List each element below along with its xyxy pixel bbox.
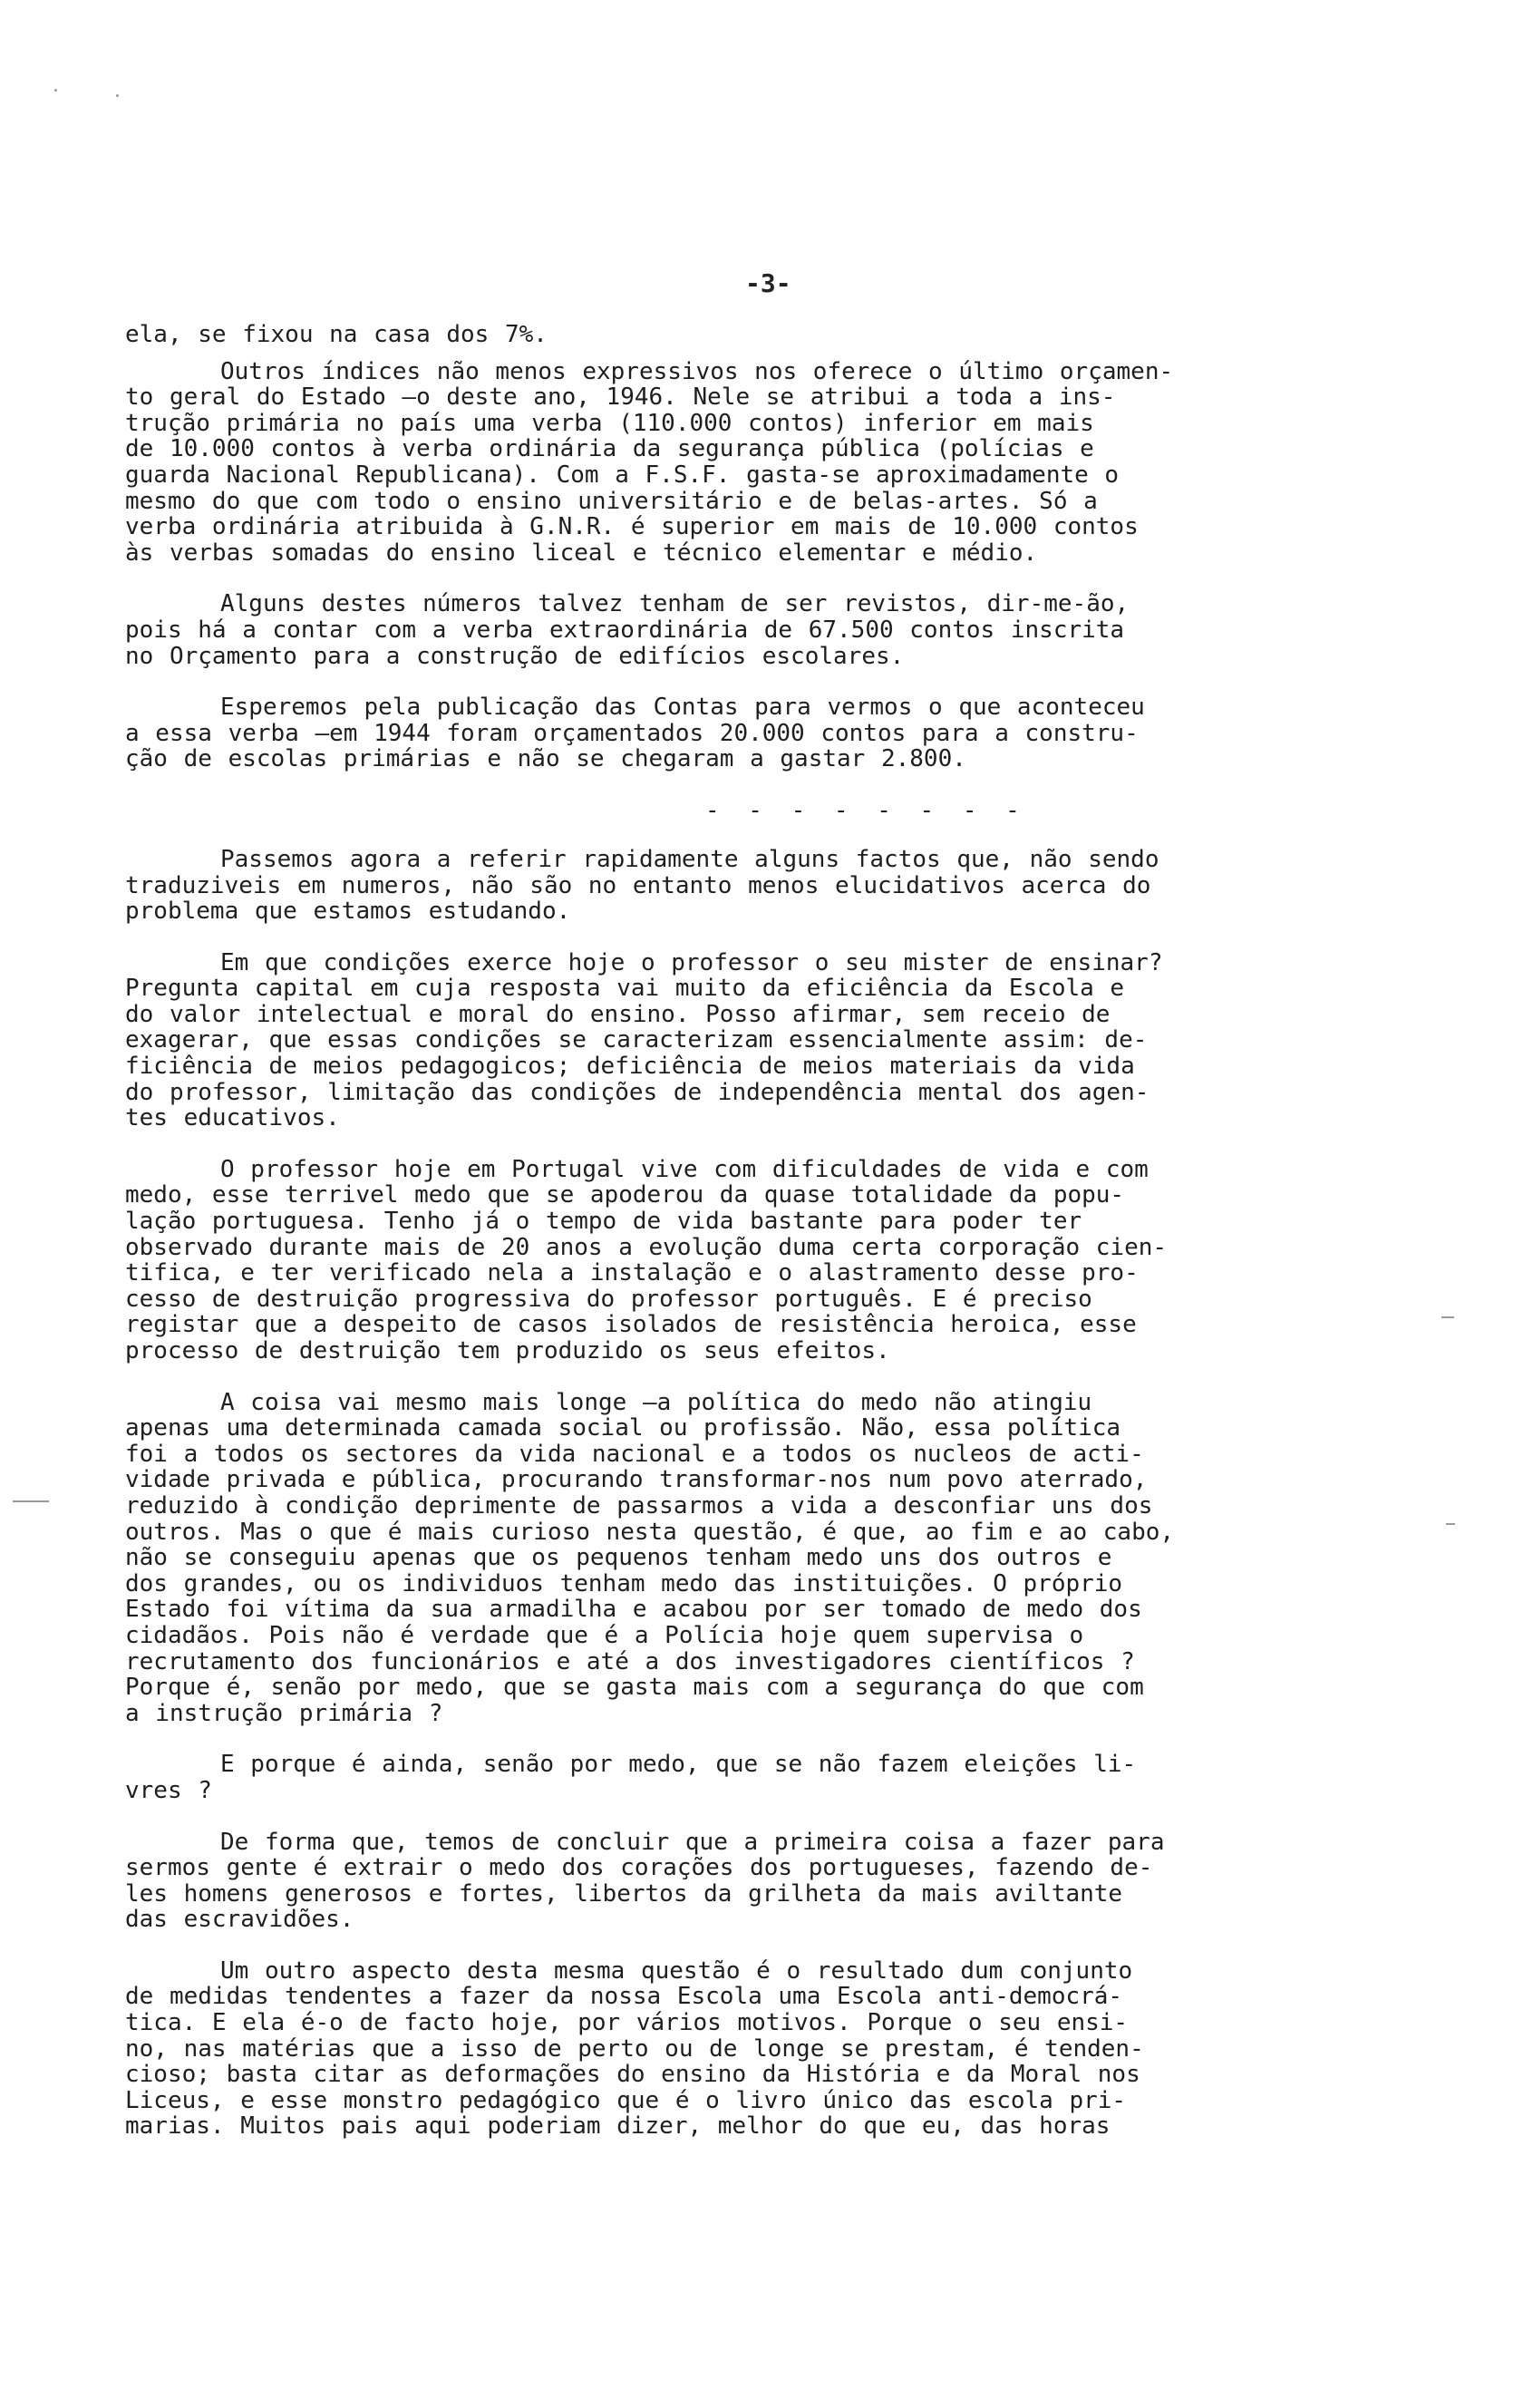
- text-line: vidade privada e pública, procurando transformar-nos num povo aterrado,: [125, 1466, 1148, 1494]
- text-line: ficiência de meios pedagogicos; deficiência de meios materiais da vida: [125, 1053, 1135, 1081]
- section-separator: - - - - - - - -: [705, 796, 1027, 824]
- text-line: de 10.000 contos à verba ordinária da segurança pública (polícias e: [125, 435, 1094, 463]
- paragraph-conclusion: [125, 1830, 1431, 1933]
- text-line: mesmo do que com todo o ensino universitário e de belas-artes. Só a: [125, 487, 1098, 515]
- text-line: Passemos agora a referir rapidamente alguns factos que, não sendo: [220, 845, 1159, 873]
- scan-mark: [1446, 1523, 1455, 1525]
- text-line: Outros índices não menos expressivos nos oferece o último orçamen-: [220, 357, 1174, 385]
- text-line: a essa verba —em 1944 foram orçamentados 20.000 contos para a constru-: [125, 719, 1139, 747]
- text-line: registar que a despeito de casos isolados de resistência heroica, esse: [125, 1311, 1137, 1339]
- text-line: Um outro aspecto desta mesma questão é o resultado dum conjunto: [220, 1956, 1133, 1985]
- text-line: lação portuguesa. Tenho já o tempo de vida bastante para poder ter: [125, 1208, 1082, 1236]
- text-line: das escravidões.: [125, 1906, 354, 1934]
- paragraph-budget-indices: [125, 359, 1431, 567]
- text-line: Pregunta capital em cuja resposta vai muito da eficiência da Escola e: [125, 975, 1125, 1003]
- paragraph-anti-democratic-school: [125, 1958, 1431, 2140]
- text-line: medo, esse terrivel medo que se apoderou da quase totalidade da popu-: [125, 1181, 1125, 1209]
- text-line: ela, se fixou na casa dos 7%.: [125, 321, 548, 348]
- text-line: cioso; basta citar as deformações do ensino da História e da Moral nos: [125, 2061, 1140, 2089]
- page-number: -3-: [745, 268, 791, 298]
- text-line: não se conseguiu apenas que os pequenos tenham medo uns dos outros e: [125, 1544, 1112, 1572]
- paragraph-fear: [125, 1157, 1431, 1364]
- text-line: verba ordinária atribuida à G.N.R. é superior em mais de 10.000 contos: [125, 513, 1139, 541]
- text-line: guarda Nacional Republicana). Com a F.S.F. gasta-se aproximadamente o: [125, 461, 1120, 489]
- text-line: no, nas matérias que a isso de perto ou de longe se prestam, é tenden-: [125, 2034, 1144, 2063]
- document-body: [125, 322, 1431, 2165]
- paragraph-politics-of-fear: [125, 1390, 1431, 1727]
- text-line: De forma que, temos de concluir que a primeira coisa a fazer para: [220, 1828, 1165, 1856]
- text-line: trução primária no país uma verba (110.000 contos) inferior em mais: [125, 409, 1094, 437]
- text-line: cesso de destruição progressiva do professor português. E é preciso: [125, 1285, 1092, 1313]
- text-line: Alguns destes números talvez tenham de ser revistos, dir-me-ão,: [220, 590, 1130, 618]
- text-line: to geral do Estado —o deste ano, 1946. Nele se atribui a toda a ins-: [125, 384, 1116, 412]
- text-line: reduzido à condição deprimente de passarmos a vida a desconfiar uns dos: [125, 1491, 1153, 1520]
- text-line: Porque é, senão por medo, que se gasta mais com a segurança do que com: [125, 1674, 1144, 1702]
- text-line: A coisa vai mesmo mais longe —a política do medo não atingiu: [220, 1388, 1092, 1416]
- text-line: problema que estamos estudando.: [125, 898, 571, 926]
- text-line: E porque é ainda, senão por medo, que se não fazem eleições li-: [220, 1751, 1137, 1779]
- paragraph-elections: [125, 1752, 1431, 1803]
- text-line: às verbas somadas do ensino liceal e técnico elementar e médio.: [125, 539, 1038, 567]
- text-line: no Orçamento para a construção de edifícios escolares.: [125, 642, 905, 670]
- text-line: tica. E ela é-o de facto hoje, por vários motivos. Porque o seu ensi-: [125, 2009, 1129, 2037]
- text-line: sermos gente é extrair o medo dos corações dos portugueses, fazendo de-: [125, 1854, 1153, 1882]
- paragraph-accounts: [125, 694, 1431, 772]
- text-line: ção de escolas primárias e não se chegaram a gastar 2.800.: [125, 745, 966, 773]
- text-line: Em que condições exerce hoje o professor o seu mister de ensinar?: [220, 948, 1163, 976]
- text-line: dos grandes, ou os individuos tenham medo das instituições. O próprio: [125, 1569, 1123, 1597]
- text-line: Esperemos pela publicação das Contas para vermos o que aconteceu: [220, 694, 1145, 722]
- text-line: O professor hoje em Portugal vive com dificuldades de vida e com: [220, 1155, 1149, 1183]
- scan-mark: [1441, 1316, 1454, 1318]
- text-line: les homens generosos e fortes, libertos da grilheta da mais aviltante: [125, 1879, 1123, 1908]
- scan-speck: [116, 94, 119, 97]
- paragraph-continuation: [125, 322, 1431, 348]
- text-line: do professor, limitação das condições de independência mental dos agen-: [125, 1078, 1150, 1106]
- text-line: tes educativos.: [125, 1104, 340, 1132]
- text-line: cidadãos. Pois não é verdade que é a Polícia hoje quem supervisa o: [125, 1621, 1084, 1649]
- text-line: do valor intelectual e moral do ensino. Posso afirmar, sem receio de: [125, 1000, 1111, 1028]
- text-line: Estado foi vítima da sua armadilha e acabou por ser tomado de medo dos: [125, 1596, 1142, 1624]
- text-line: exagerar, que essas condições se caracterizam essencialmente assim: de-: [125, 1026, 1148, 1054]
- text-line: observado durante mais de 20 anos a evolução duma certa corporação cien-: [125, 1233, 1168, 1261]
- paragraph-teacher-conditions: [125, 950, 1431, 1131]
- text-line: foi a todos os sectores da vida nacional e a todos os nucleos de acti-: [125, 1440, 1144, 1468]
- scan-speck: [54, 89, 57, 92]
- text-line: processo de destruição tem produzido os seus efeitos.: [125, 1337, 890, 1364]
- text-line: recrutamento dos funcionários e até a dos investigadores científicos ?: [125, 1647, 1135, 1675]
- scan-mark: [13, 1500, 49, 1502]
- text-line: traduziveis em numeros, não são no entanto menos elucidativos acerca do: [125, 871, 1151, 899]
- text-line: marias. Muitos pais aqui poderiam dizer, melhor do que eu, das horas: [125, 2112, 1111, 2141]
- text-line: outros. Mas o que é mais curioso nesta questão, é que, ao fim e ao cabo,: [125, 1518, 1175, 1546]
- paragraph-facts: [125, 847, 1431, 925]
- text-line: apenas uma determinada camada social ou profissão. Não, essa política: [125, 1414, 1121, 1442]
- paragraph-extraordinary-budget: [125, 591, 1431, 669]
- text-line: pois há a contar com a verba extraordinária de 67.500 contos inscrita: [125, 616, 1125, 644]
- text-line: a instrução primária ?: [125, 1699, 443, 1727]
- text-line: tifica, e ter verificado nela a instalação e o alastramento desse pro-: [125, 1259, 1139, 1287]
- text-line: vres ?: [125, 1776, 212, 1804]
- text-line: Liceus, e esse monstro pedagógico que é o livro único das escola pri-: [125, 2086, 1127, 2114]
- text-line: de medidas tendentes a fazer da nossa Escola uma Escola anti-democrá-: [125, 1983, 1123, 2011]
